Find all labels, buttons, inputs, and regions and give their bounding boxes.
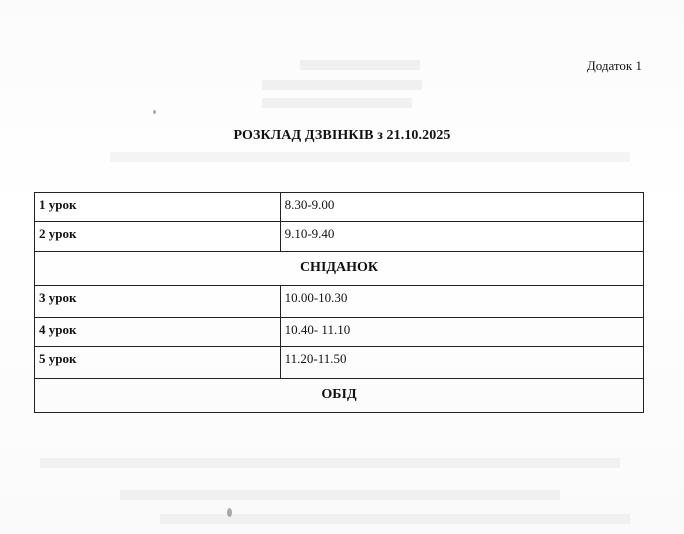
table-row — [35, 222, 644, 252]
table-row — [35, 379, 644, 413]
lunch-break-cell: ОБІД — [35, 379, 644, 413]
breakfast-break-cell: СНІДАНОК — [35, 252, 644, 286]
paper-speck — [227, 508, 232, 517]
bleed-through-shadow — [300, 60, 420, 70]
lesson-cell: 4 урок — [35, 318, 281, 347]
lesson-cell: 5 урок — [35, 347, 281, 379]
table-row — [35, 318, 644, 347]
time-cell: 8.30-9.00 — [280, 193, 643, 222]
time-cell: 10.40- 11.10 — [280, 318, 643, 347]
bleed-through-shadow — [40, 458, 620, 468]
lesson-cell: 1 урок — [35, 193, 281, 222]
bleed-through-shadow — [262, 98, 412, 108]
addendum-label: Додаток 1 — [586, 58, 642, 73]
bell-schedule-table — [34, 192, 644, 413]
table-row — [35, 347, 644, 379]
time-cell: 10.00-10.30 — [280, 286, 643, 318]
bleed-through-shadow — [262, 80, 422, 90]
paper-speck — [153, 110, 156, 114]
table-row — [35, 252, 644, 286]
lesson-cell: 3 урок — [35, 286, 281, 318]
bleed-through-shadow — [110, 152, 630, 162]
time-cell: 11.20-11.50 — [280, 347, 643, 379]
time-cell: 9.10-9.40 — [280, 222, 643, 252]
table-row — [35, 286, 644, 318]
document-title: РОЗКЛАД ДЗВІНКІВ з 21.10.2025 — [233, 128, 451, 143]
lesson-cell: 2 урок — [35, 222, 281, 252]
table-row — [35, 193, 644, 222]
bleed-through-shadow — [120, 490, 560, 500]
